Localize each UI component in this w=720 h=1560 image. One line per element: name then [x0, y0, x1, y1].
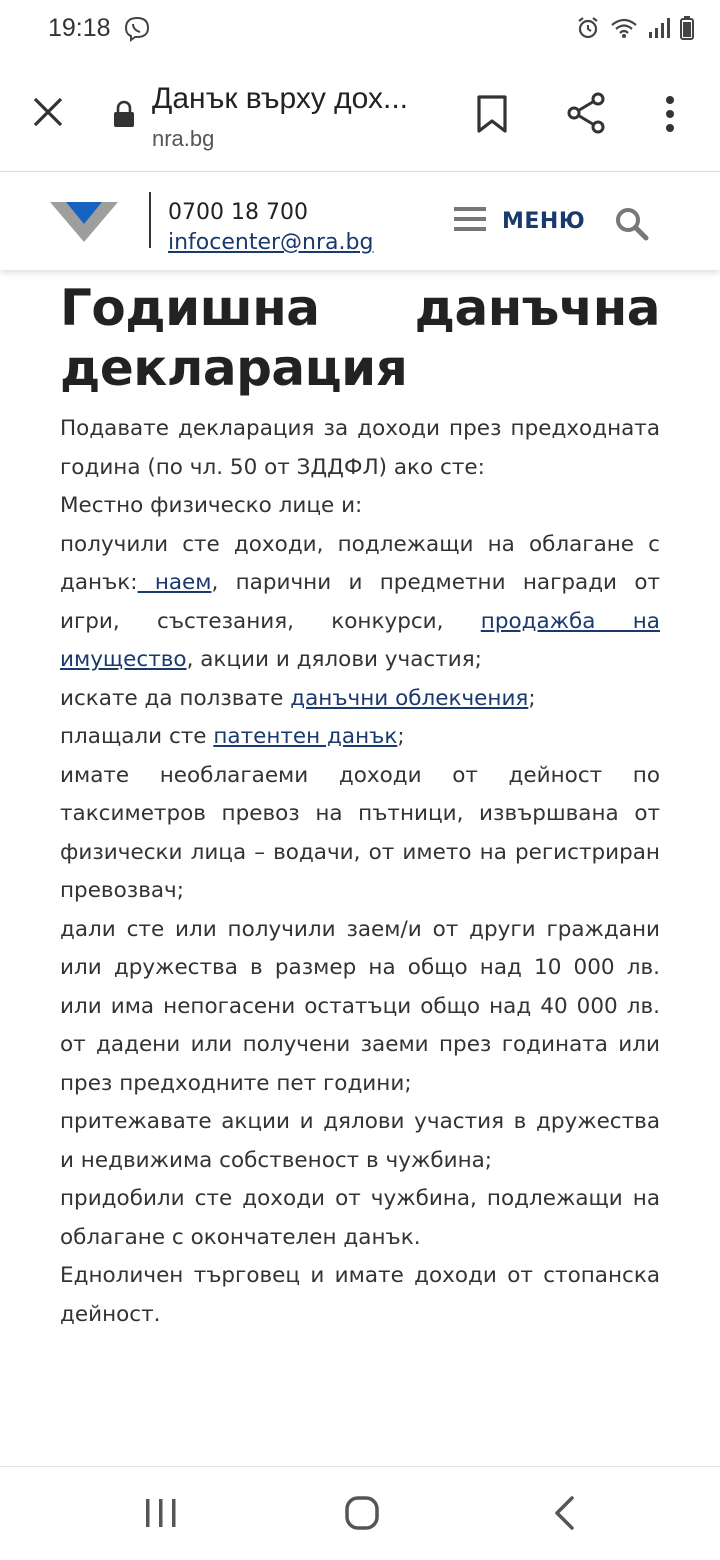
sub-list-item: дали сте или получили заем/и от други граждани или дружества в размер на общо над 10 000 лв. или има непогасени остатъци общо над 40 000 лв. от дадени или получени заеми през годината или през предходните пет години; — [60, 911, 660, 1104]
sub-item-text: искате да ползвате — [60, 685, 291, 711]
list-item-text: Местно физическо лице и: — [60, 493, 363, 518]
property-sale-link[interactable]: продажба на имущество — [60, 608, 660, 672]
sub-list-item: притежавате акции и дялови участия в дружества и недвижима собственост в чужбина; — [60, 1103, 660, 1180]
alarm-icon — [576, 16, 600, 44]
article-heading: Годишна данъчна декларация — [60, 279, 660, 397]
sub-list-item — [60, 526, 660, 680]
sub-list-item — [60, 680, 660, 719]
back-icon[interactable] — [552, 1495, 576, 1535]
patent-tax-link[interactable]: патентен данък — [213, 724, 398, 749]
sub-list-item: придобили сте доходи от чужбина, подлежащи на облагане с окончателен данък. — [60, 1180, 660, 1257]
more-options-icon[interactable] — [664, 94, 676, 138]
sub-item-text: получили сте доходи, подлежащи на облагане с данък: — [60, 531, 660, 595]
eligibility-list — [60, 487, 660, 1334]
sub-item-text: , акции и дялови участия; — [186, 647, 482, 672]
sub-list-item: имате необлагаеми доходи от дейност по таксиметров превоз на пътници, извършвана от физически лица – водачи, от името на регистриран превозвач; — [60, 757, 660, 911]
rent-link[interactable]: наем — [137, 570, 212, 595]
status-time: 19:18 — [48, 14, 111, 42]
article-content — [60, 270, 660, 1465]
wifi-icon — [610, 17, 638, 43]
nra-logo[interactable] — [48, 200, 120, 246]
phone-number[interactable]: 0700 18 700 — [168, 200, 308, 225]
menu-label: МЕНЮ — [502, 208, 586, 234]
menu-button[interactable] — [454, 206, 585, 236]
url-text[interactable]: nra.bg — [152, 126, 215, 151]
sub-item-text: ; — [397, 724, 405, 749]
recent-apps-icon[interactable] — [144, 1497, 178, 1533]
sub-item-text: , парични и предметни награди от игри, състезания, конкурси, — [60, 570, 660, 634]
battery-icon — [680, 16, 694, 44]
list-item — [60, 487, 660, 1257]
lock-icon — [112, 100, 136, 132]
tax-reliefs-link[interactable]: данъчни облекчения — [290, 685, 529, 711]
close-icon[interactable] — [30, 94, 66, 134]
bookmark-icon[interactable] — [476, 94, 508, 138]
sub-item-text: ; — [528, 685, 536, 711]
hamburger-icon — [454, 206, 486, 236]
sub-item-text: плащали сте — [60, 724, 214, 749]
email-link[interactable]: infocenter@nra.bg — [168, 230, 374, 255]
browser-toolbar — [0, 60, 720, 172]
page-title[interactable]: Данък върху дох... — [152, 82, 409, 115]
share-icon[interactable] — [566, 92, 606, 138]
search-icon[interactable] — [614, 206, 650, 246]
status-bar — [0, 0, 720, 60]
home-icon[interactable] — [344, 1495, 380, 1535]
sub-list-item — [60, 718, 660, 757]
sub-list — [60, 526, 660, 1258]
signal-icon — [648, 17, 670, 43]
system-nav-bar — [0, 1466, 720, 1560]
header-divider — [149, 192, 151, 248]
list-item: Едноличен търговец и имате доходи от стопанска дейност. — [60, 1257, 660, 1334]
viber-icon — [124, 16, 150, 46]
site-header — [0, 172, 720, 270]
article-intro: Подавате декларация за доходи през предходната година (по чл. 50 от ЗДДФЛ) ако сте: — [60, 416, 660, 480]
